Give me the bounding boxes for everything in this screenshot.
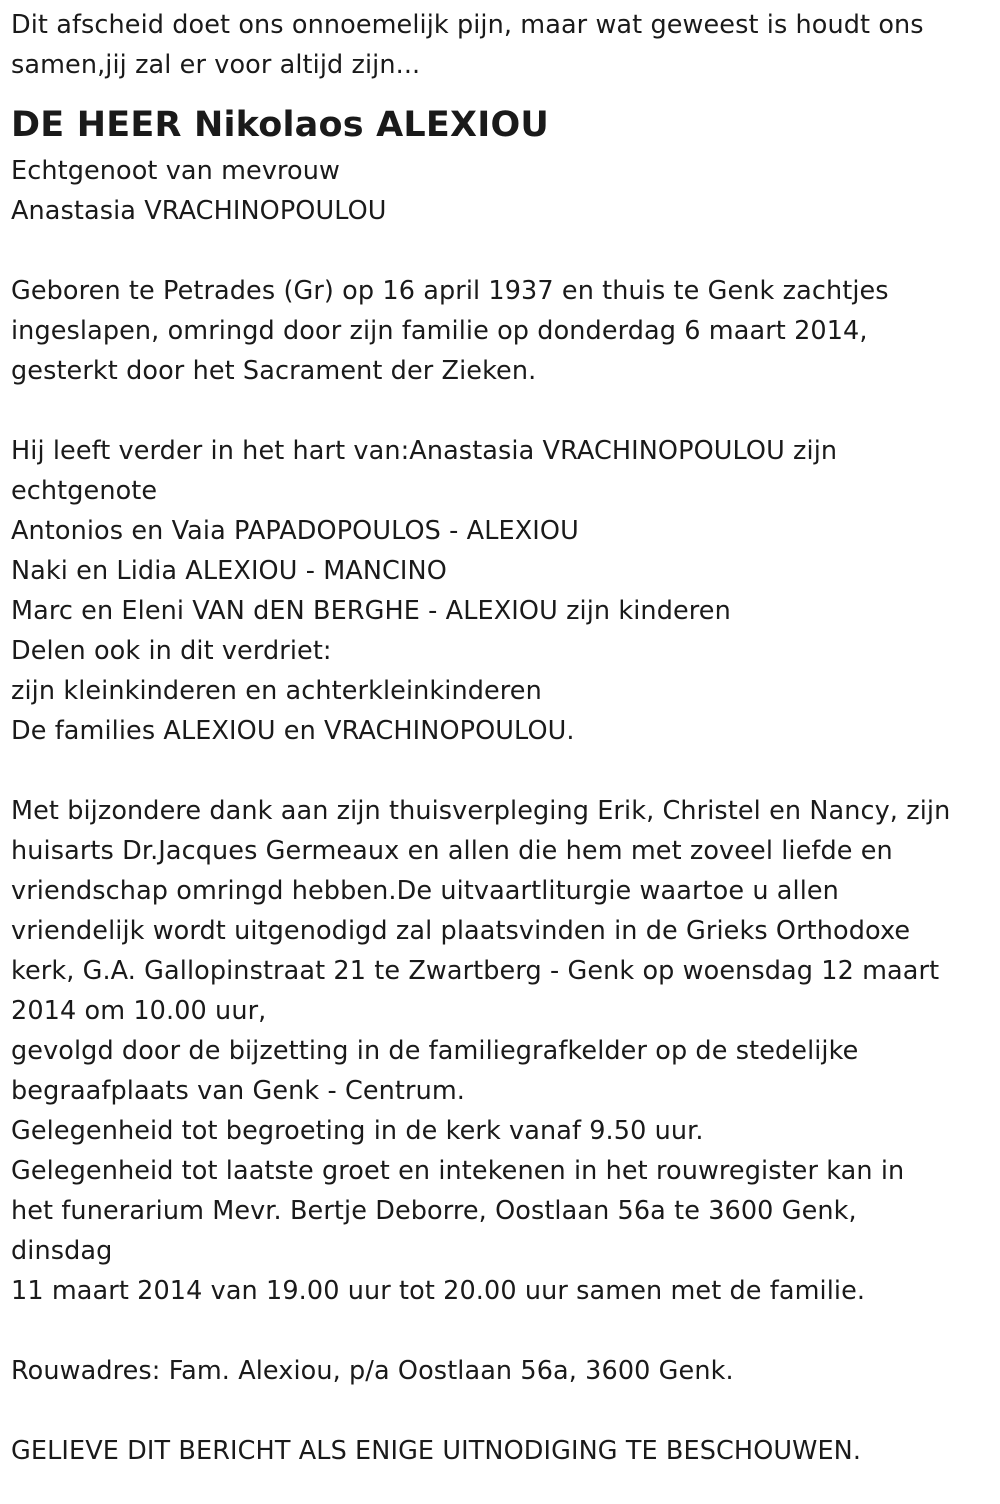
ceremony-line: kerk, G.A. Gallopinstraat 21 te Zwartberg - Genk op woensdag 12 maart [11,956,940,986]
obituary-page [11,5,986,1471]
ceremony-line: 11 maart 2014 van 19.00 uur tot 20.00 uur samen met de familie. [11,1276,866,1306]
spacer [11,1311,986,1351]
spacer [11,751,986,791]
spouse-info [11,151,986,231]
family-line: Hij leeft verder in het hart van:Anastasia VRACHINOPOULOU zijn [11,436,838,466]
birth-death-line: ingeslapen, omringd door zijn familie op donderdag 6 maart 2014, [11,316,868,346]
ceremony-line: het funerarium Mevr. Bertje Deborre, Oostlaan 56a te 3600 Genk, [11,1196,857,1226]
family-line: Marc en Eleni VAN dEN BERGHE - ALEXIOU zijn kinderen [11,596,731,626]
spouse-line: Echtgenoot van mevrouw [11,156,340,186]
mourning-address: Rouwadres: Fam. Alexiou, p/a Oostlaan 56a, 3600 Genk. [11,1356,734,1386]
family-list [11,431,986,751]
ceremony-line: vriendschap omringd hebben.De uitvaartliturgie waartoe u allen [11,876,839,906]
intro-quote [11,5,986,85]
spouse-line: Anastasia VRACHINOPOULOU [11,196,387,226]
deceased-name: DE HEER Nikolaos ALEXIOU [11,105,550,145]
ceremony-line: gevolgd door de bijzetting in de familiegrafkelder op de stedelijke [11,1036,859,1066]
family-line: Antonios en Vaia PAPADOPOULOS - ALEXIOU [11,516,579,546]
intro-line: samen,jij zal er voor altijd zijn... [11,50,421,80]
family-line: Naki en Lidia ALEXIOU - MANCINO [11,556,447,586]
spacer [11,1391,986,1431]
family-line: De families ALEXIOU en VRACHINOPOULOU. [11,716,575,746]
family-line: echtgenote [11,476,158,506]
family-line: Delen ook in dit verdriet: [11,636,332,666]
ceremony-line: Gelegenheid tot laatste groet en intekenen in het rouwregister kan in [11,1156,905,1186]
intro-line: Dit afscheid doet ons onnoemelijk pijn, maar wat geweest is houdt ons [11,10,924,40]
ceremony-line: begraafplaats van Genk - Centrum. [11,1076,466,1106]
ceremony-line: Gelegenheid tot begroeting in de kerk vanaf 9.50 uur. [11,1116,704,1146]
birth-death-line: gesterkt door het Sacrament der Zieken. [11,356,537,386]
spacer [11,231,986,271]
ceremony-info [11,791,986,1311]
family-line: zijn kleinkinderen en achterkleinkinderen [11,676,542,706]
ceremony-line: vriendelijk wordt uitgenodigd zal plaatsvinden in de Grieks Orthodoxe [11,916,911,946]
birth-death-info [11,271,986,391]
invitation-notice: GELIEVE DIT BERICHT ALS ENIGE UITNODIGING TE BESCHOUWEN. [11,1436,862,1466]
ceremony-line: Met bijzondere dank aan zijn thuisverpleging Erik, Christel en Nancy, zijn [11,796,951,826]
ceremony-line: huisarts Dr.Jacques Germeaux en allen die hem met zoveel liefde en [11,836,893,866]
birth-death-line: Geboren te Petrades (Gr) op 16 april 1937 en thuis te Genk zachtjes [11,276,889,306]
ceremony-line: 2014 om 10.00 uur, [11,996,267,1026]
ceremony-line: dinsdag [11,1236,113,1266]
spacer [11,391,986,431]
